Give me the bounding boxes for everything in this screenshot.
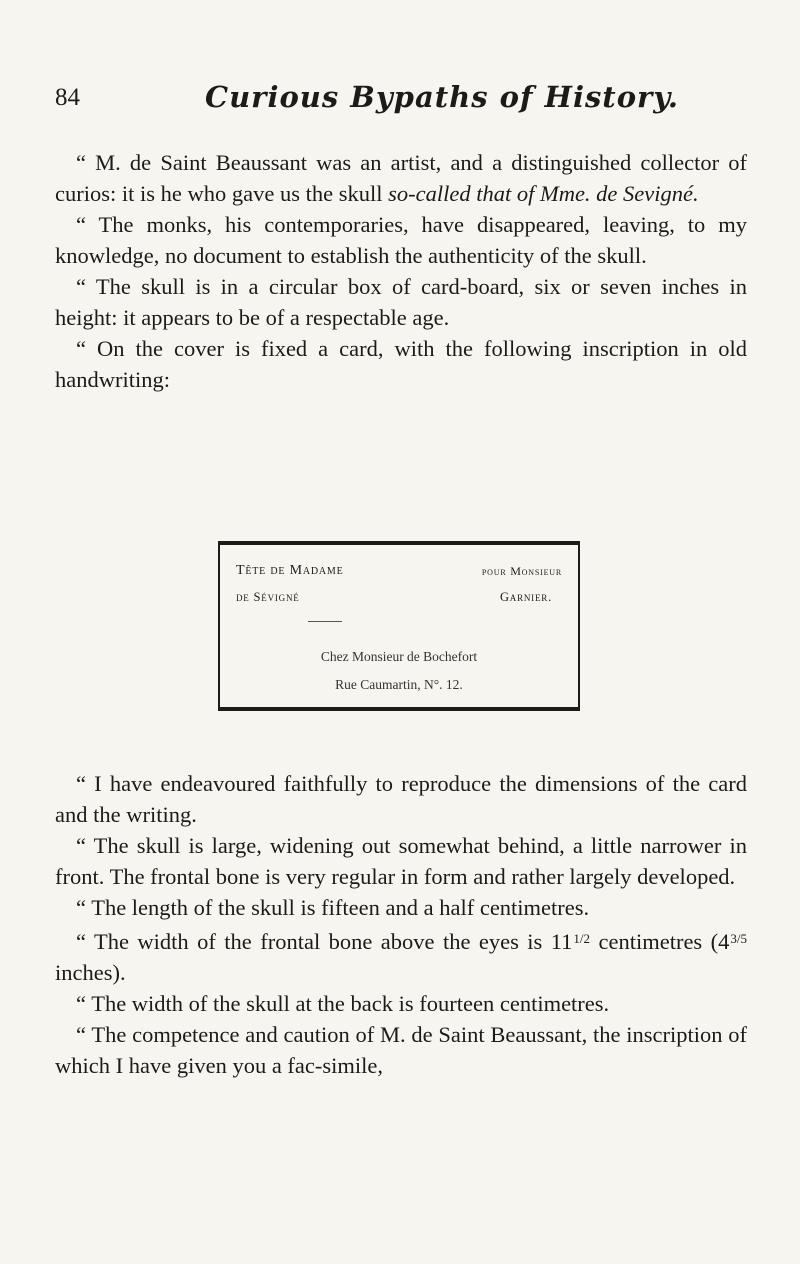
fraction: 3/5 [730,931,747,946]
page-number: 84 [55,84,80,111]
paragraph: “ I have endeavoured faithfully to reproduce the dimensions of the card and the writing. [55,771,747,827]
card-right-line-2: Garnier. [499,590,552,604]
paragraph: “ M. de Saint Beaussant was an artist, and a distinguished collector of curios: it is he who gave us the skull so-called that of Mme. de Sevigné. [55,150,747,206]
paragraph: “ The length of the skull is fifteen and a half centimetres. [76,895,590,920]
fraction: 1/2 [573,931,591,946]
running-title: Curious Bypaths of History. [205,80,679,114]
card-left-line-1: Tête de Madame [236,563,344,578]
paragraph: “ The width of the skull at the back is fourteen centimetres. [76,991,610,1016]
body-text-bottom [55,768,747,1081]
paragraph: “ The skull is large, widening out somewhat behind, a little narrower in front. The frontal bone is very regular in form and rather largely developed. [55,833,747,889]
card-right-line-1: pour Monsieur [481,564,562,578]
card-address-line-2: Rue Caumartin, N°. 12. [335,677,463,692]
body-text-top [55,147,747,395]
inscription-card [218,541,580,711]
card-divider [308,621,342,622]
paragraph: “ The skull is in a circular box of card-board, six or seven inches in height: it appears to be of a respectable age. [55,274,747,330]
paragraph: “ The width of the frontal bone above the eyes is $11^{1/2}$ centimetres ($4^{3/5}$ inches). [55,929,747,985]
card-address-line-1: Chez Monsieur de Bochefort [320,649,478,664]
card-left-line-2: de Sévigné [236,590,300,604]
italic-phrase: so-called that of Mme. de Sevigné. [388,181,699,206]
paragraph: “ The monks, his contemporaries, have disappeared, leaving, to my knowledge, no document to establish the authenticity of the skull. [55,212,747,268]
paragraph: “ On the cover is fixed a card, with the following inscription in old handwriting: [55,336,747,392]
page-header [55,80,745,124]
paragraph: “ The competence and caution of M. de Saint Beaussant, the inscription of which I have given you a fac-simile, [55,1022,747,1078]
